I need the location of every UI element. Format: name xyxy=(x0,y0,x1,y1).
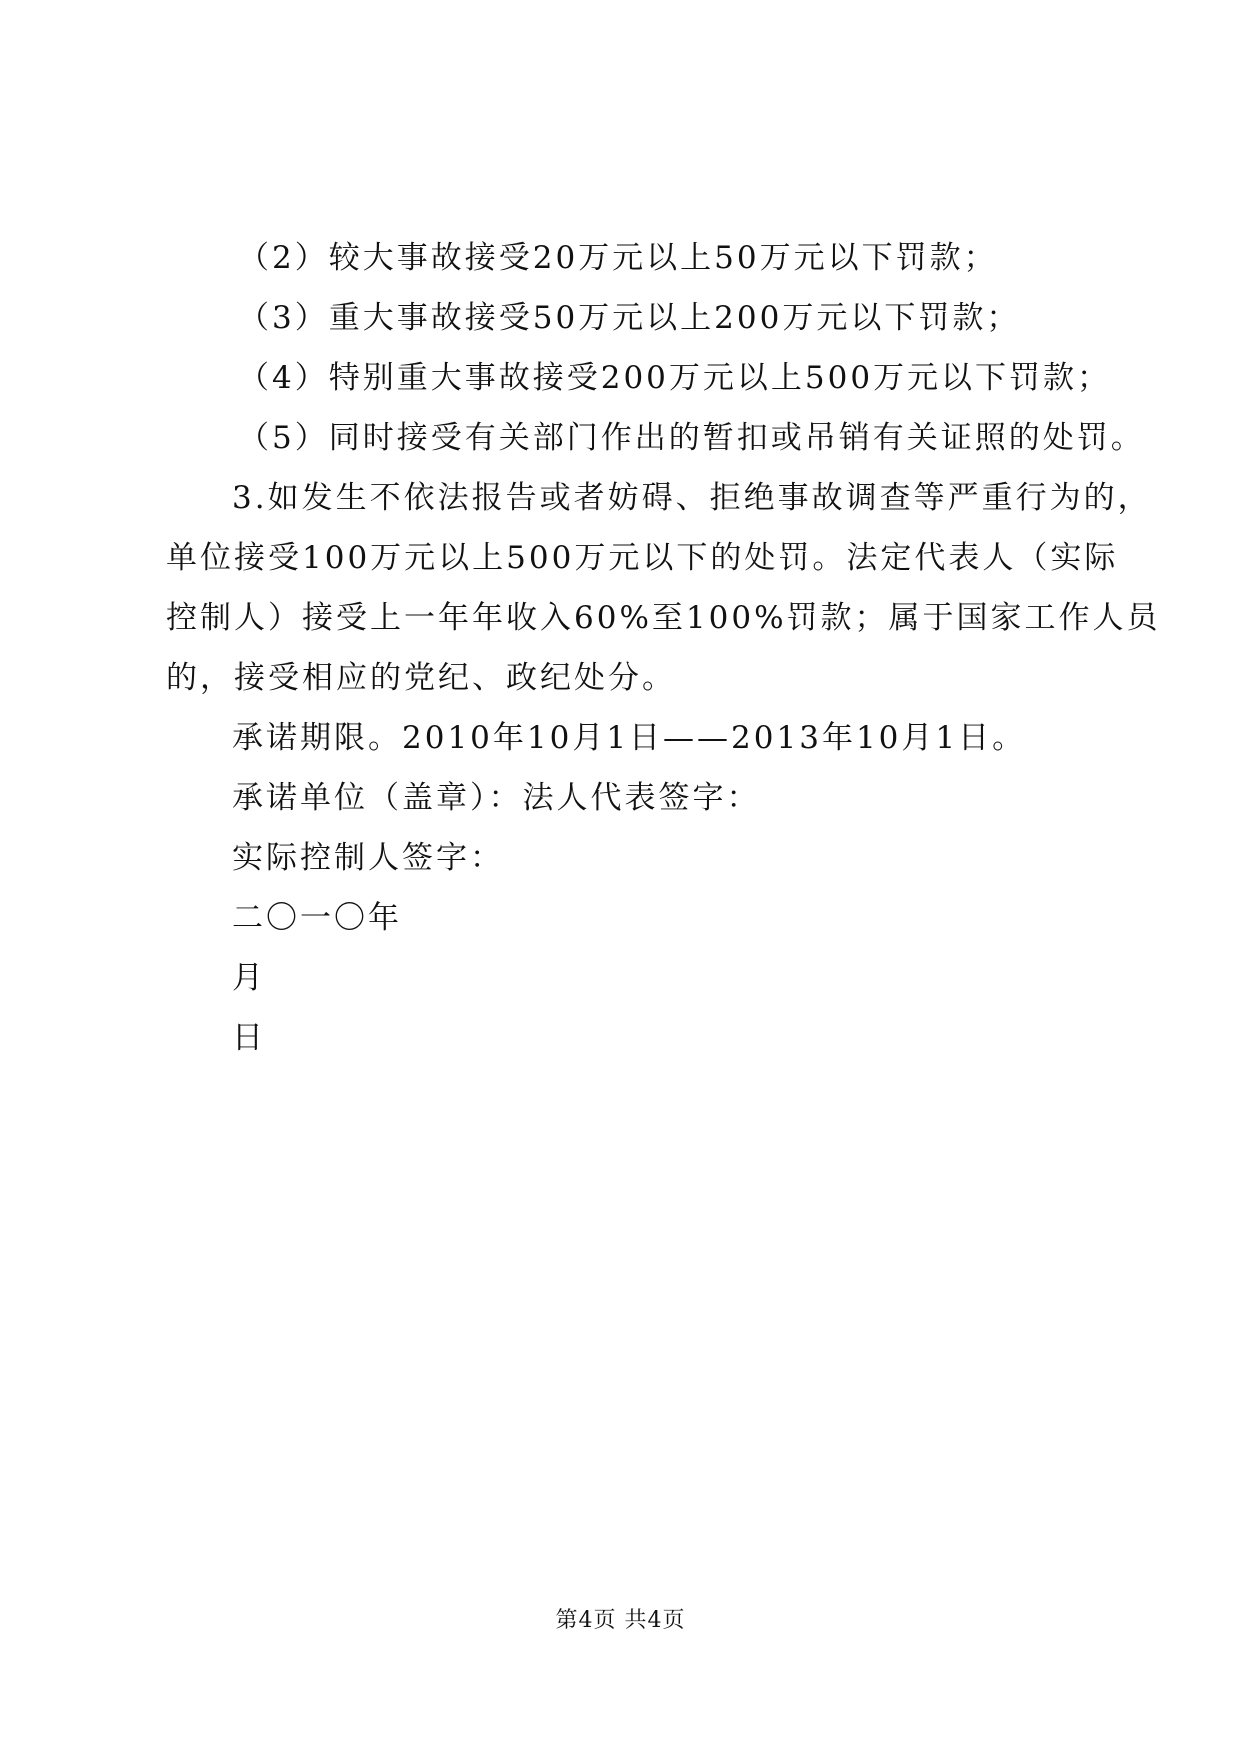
page-number-footer: 第4页 共4页 xyxy=(555,1608,686,1633)
clause-3-line-3: 控制人）接受上一年年收入60%至100%罚款；属于国家工作人员 xyxy=(166,600,1161,636)
clause-3-line-4: 的，接受相应的党纪、政纪处分。 xyxy=(166,660,676,696)
clause-3-line-1: 3.如发生不依法报告或者妨碍、拒绝事故调查等严重行为的， xyxy=(232,480,1152,516)
penalty-item-3: （3）重大事故接受50万元以上200万元以下罚款； xyxy=(238,300,1021,336)
penalty-item-4: （4）特别重大事故接受200万元以上500万元以下罚款； xyxy=(238,360,1112,396)
date-day: 日 xyxy=(232,1020,266,1056)
clause-3-line-2: 单位接受100万元以上500万元以下的处罚。法定代表人（实际 xyxy=(166,540,1119,576)
commitment-term: 承诺期限。2010年10月1日——2013年10月1日。 xyxy=(232,720,1027,756)
date-year: 二〇一〇年 xyxy=(232,900,402,936)
date-month: 月 xyxy=(232,960,266,996)
penalty-item-5: （5）同时接受有关部门作出的暂扣或吊销有关证照的处罚。 xyxy=(238,420,1145,456)
penalty-item-2: （2）较大事故接受20万元以上50万元以下罚款； xyxy=(238,240,998,276)
signature-controller-line: 实际控制人签字： xyxy=(232,840,504,876)
signature-unit-line: 承诺单位（盖章）：法人代表签字： xyxy=(232,780,761,816)
